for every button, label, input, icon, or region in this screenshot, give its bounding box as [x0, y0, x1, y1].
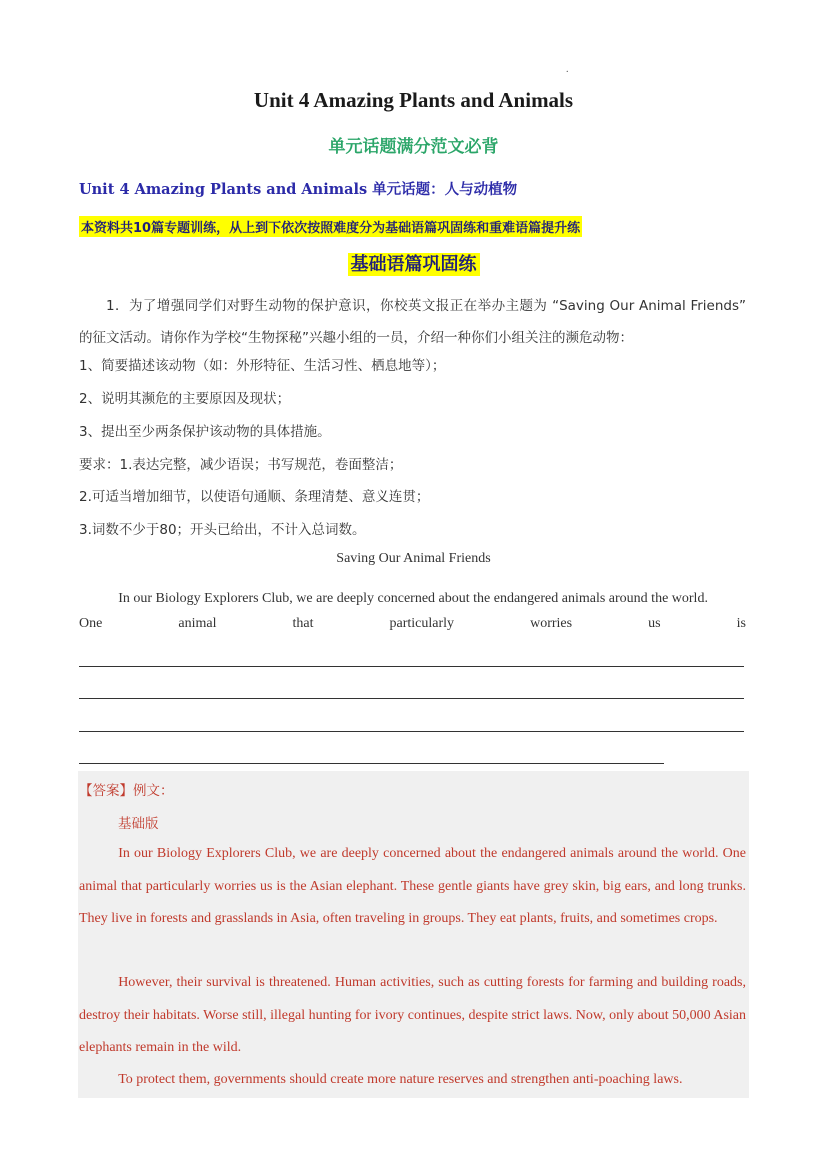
- writing-line: [79, 731, 744, 732]
- essay-opening: In our Biology Explorers Club, we are deeply concerned about the endangered animals around the world.: [118, 591, 708, 606]
- essay-word: One: [79, 616, 103, 631]
- answer-paragraph-3: To protect them, governments should create more nature reserves and strengthen anti-poaching laws.: [118, 1072, 683, 1087]
- writing-line: [79, 763, 664, 764]
- task-point-2: 2、说明其濒危的主要原因及现状；: [79, 391, 291, 407]
- question-prompt: 1．为了增强同学们对野生动物的保护意识，你校英文报正在举办主题为 “Saving Our Animal Friends” 的征文活动。请你作为学校“生物探秘”兴趣小组的一员，介绍一种你们小组关注的濒危动物：: [79, 298, 746, 346]
- task-point-3: 3、提出至少两条保护该动物的具体措施。: [79, 424, 331, 440]
- stray-dot: .: [566, 64, 569, 75]
- highlight-banner: 本资料共10篇专题训练，从上到下依次按照难度分为基础语篇巩固练和重难语篇提升练: [79, 216, 582, 237]
- answer-paragraph-2: However, their survival is threatened. Human activities, such as cutting forests for farming and building roads, destroy their habitats. Worse still, illegal hunting for ivory continues, despite strict laws. Now, only about 50,000 Asian elephants remain in the wild.: [79, 975, 746, 1055]
- essay-word: us: [648, 616, 661, 631]
- answer-level: 基础版: [118, 816, 159, 832]
- essay-word: worries: [530, 616, 573, 631]
- essay-word: is: [736, 616, 746, 631]
- requirement-1: 要求：1.表达完整，减少语误；书写规范，卷面整洁；: [79, 457, 403, 473]
- essay-word: that: [292, 616, 314, 631]
- answer-label: 【答案】例文：: [79, 783, 174, 799]
- writing-line: [79, 666, 744, 667]
- section-heading: [0, 250, 827, 276]
- requirement-2: 2.可适当增加细节，以使语句通顺、条理清楚、意义连贯；: [79, 489, 430, 505]
- essay-word: animal: [178, 616, 217, 631]
- section-heading-text: 基础语篇巩固练: [348, 253, 480, 276]
- page-title: Unit 4 Amazing Plants and Animals: [253, 88, 574, 112]
- unit-topic-line: Unit 4 Amazing Plants and Animals 单元话题：人与动植物: [79, 181, 518, 198]
- task-point-1: 1、简要描述该动物（如：外形特征、生活习性、栖息地等）；: [79, 358, 446, 374]
- essay-title: Saving Our Animal Friends: [336, 551, 491, 566]
- essay-continuation-line: [79, 616, 746, 632]
- essay-word: particularly: [389, 616, 455, 631]
- page-subtitle: 单元话题满分范文必背: [328, 137, 499, 157]
- answer-paragraph-1: In our Biology Explorers Club, we are deeply concerned about the endangered animals around the world. One animal that particularly worries us is the Asian elephant. These gentle giants have grey skin, big ears, and long trunks. They live in forests and grasslands in Asia, often traveling in groups. They eat plants, fruits, and sometimes crops.: [79, 846, 746, 926]
- requirement-3: 3.词数不少于80；开头已给出，不计入总词数。: [79, 522, 366, 538]
- writing-line: [79, 698, 744, 699]
